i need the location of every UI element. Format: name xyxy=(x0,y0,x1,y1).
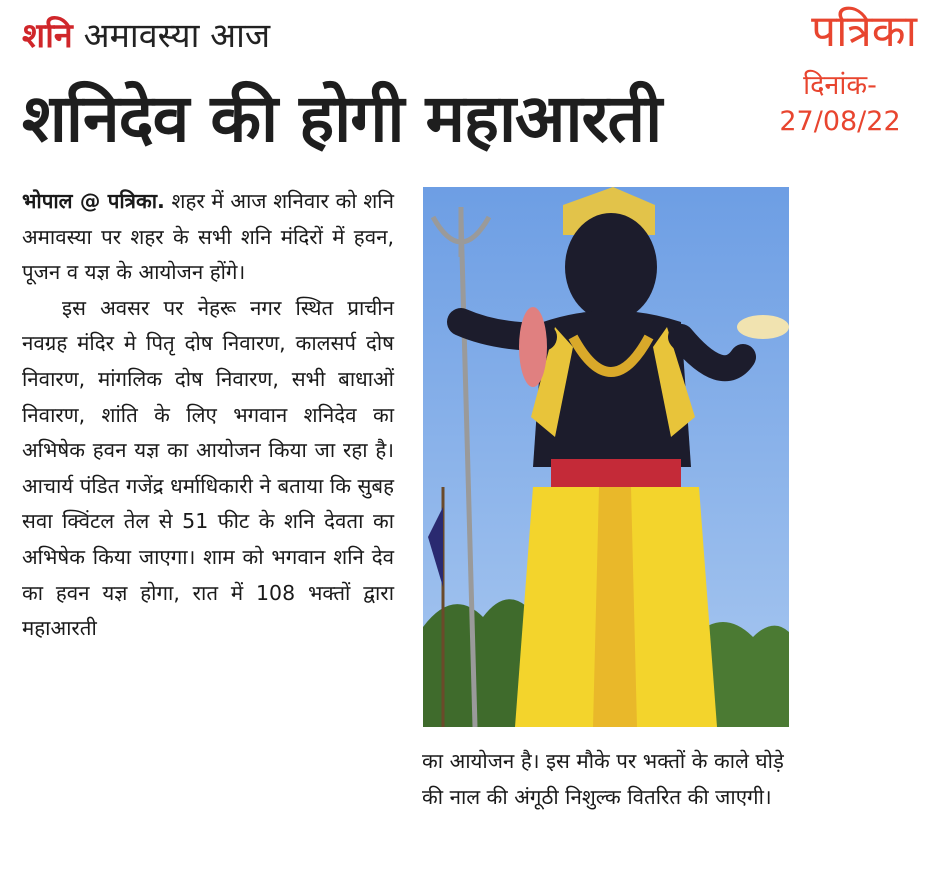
shani-dev-statue-photo xyxy=(423,187,789,727)
dateline: भोपाल @ पत्रिका. xyxy=(22,189,165,213)
article-body-left-column xyxy=(22,184,394,647)
headline: शनिदेव की होगी महाआरती xyxy=(22,80,662,157)
paragraph-intro xyxy=(22,184,394,291)
paragraph-intro-text: शहर में आज शनिवार को शनि अमावस्या पर शहर के सभी शनि मंदिरों में हवन, पूजन व यज्ञ के आयोजन होंगे। xyxy=(22,189,394,285)
paragraph-main: इस अवसर पर नेहरू नगर स्थित प्राचीन नवग्रह मंदिर मे पितृ दोष निवारण, कालसर्प दोष निवारण, मांगलिक दोष निवारण, सभी बाधाओं निवारण, शांति के लिए भगवान शनिदेव का अभिषेक हवन यज्ञ का आयोजन किया जा रहा है। आचार्य पंडित गजेंद्र धर्माधिकारी ने बताया कि सुबह सवा क्विंटल तेल से 51 फीट के शनि देवता का अभिषेक किया जाएगा। शाम को भगवान शनि देव का हवन यज्ञ होगा, रात में 108 भक्तों द्वारा महाआरती xyxy=(22,295,394,641)
date-label: दिनांक- xyxy=(803,70,877,101)
date-value: 27/08/22 xyxy=(779,106,901,137)
kicker-text: अमावस्या आज xyxy=(83,16,271,56)
date-stamp xyxy=(765,68,915,140)
newspaper-brand: पत्रिका xyxy=(811,6,917,57)
paragraph-continuation: का आयोजन है। इस मौके पर भक्तों के काले घोड़े की नाल की अंगूठी निशुल्क वितरित की जाएगी। xyxy=(422,749,784,809)
section-kicker xyxy=(22,14,270,58)
article-body-right-column xyxy=(422,744,792,815)
kicker-highlight: शनि xyxy=(22,16,73,56)
